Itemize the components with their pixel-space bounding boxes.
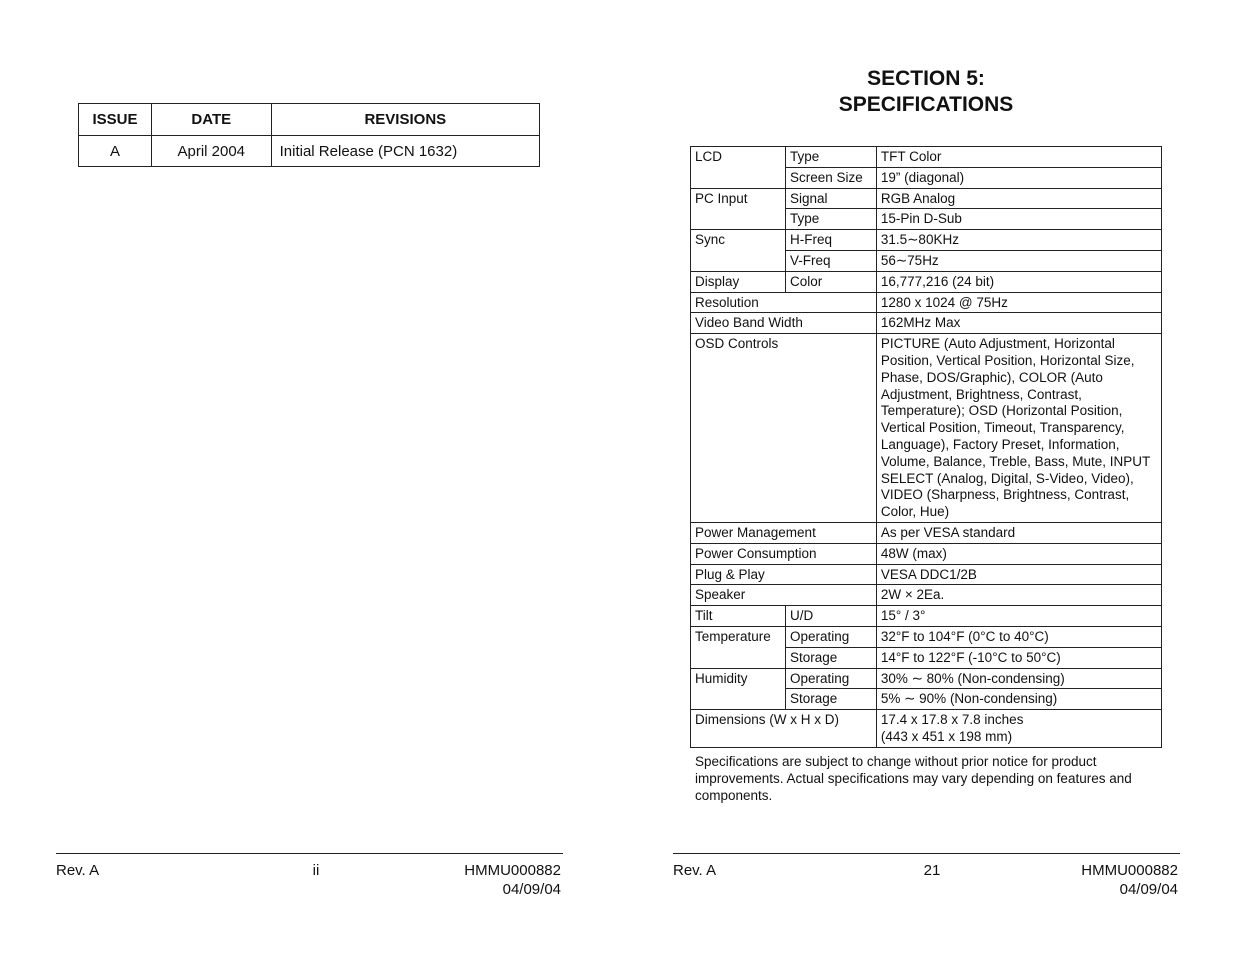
- table-row: [691, 292, 1162, 313]
- dimensions-mm: (443 x 451 x 198 mm): [880, 728, 1013, 744]
- footer-rule: [56, 853, 563, 854]
- spec-label: Speaker: [691, 585, 877, 606]
- table-row: [691, 230, 1162, 251]
- spec-sub-label: Type: [785, 147, 876, 168]
- date-cell: April 2004: [151, 136, 271, 167]
- footer-rev: Rev. A: [673, 862, 717, 879]
- footer-rev: Rev. A: [56, 862, 100, 879]
- footer-page-number: 21: [923, 862, 941, 879]
- spec-label: Video Band Width: [691, 313, 877, 334]
- footer-doc-number: HMMU000882: [1081, 862, 1178, 879]
- table-row: [691, 626, 1162, 647]
- table-row: [691, 271, 1162, 292]
- spec-value: 31.5∼80KHz: [876, 230, 1161, 251]
- spec-label: Dimensions (W x H x D): [691, 710, 877, 748]
- spec-value: 48W (max): [876, 543, 1161, 564]
- spec-sub-label: Color: [785, 271, 876, 292]
- spec-sub-label: Operating: [785, 626, 876, 647]
- revision-cell: Initial Release (PCN 1632): [271, 136, 539, 167]
- footer-date: 04/09/04: [1119, 881, 1178, 898]
- table-row: [691, 668, 1162, 689]
- header-date: DATE: [151, 104, 271, 136]
- spec-label: Tilt: [691, 606, 786, 627]
- table-row: [691, 334, 1162, 523]
- table-row: [691, 606, 1162, 627]
- dimensions-inches: 17.4 x 17.8 x 7.8 inches: [880, 712, 1024, 728]
- footer-rule: [673, 853, 1180, 854]
- spec-label: Power Consumption: [691, 543, 877, 564]
- specifications-table: [690, 146, 1162, 748]
- footer-page-number: ii: [312, 862, 320, 879]
- issue-cell: A: [79, 136, 152, 167]
- section-title: [617, 66, 1235, 118]
- spec-sub-label: Signal: [785, 188, 876, 209]
- spec-value: 16,777,216 (24 bit): [876, 271, 1161, 292]
- table-row: [691, 522, 1162, 543]
- table-row: [691, 585, 1162, 606]
- spec-value: 56∼75Hz: [876, 250, 1161, 271]
- table-row: [691, 313, 1162, 334]
- spec-sub-label: Screen Size: [785, 167, 876, 188]
- spec-value: 1280 x 1024 @ 75Hz: [876, 292, 1161, 313]
- section-title-line2: SPECIFICATIONS: [838, 93, 1014, 116]
- spec-sub-label: Storage: [785, 647, 876, 668]
- spec-value: TFT Color: [876, 147, 1161, 168]
- section-title-line1: SECTION 5:: [867, 67, 985, 90]
- spec-label: OSD Controls: [691, 334, 877, 523]
- left-page: [0, 0, 617, 954]
- spec-label: Display: [691, 271, 786, 292]
- spec-value: 14°F to 122°F (-10°C to 50°C): [876, 647, 1161, 668]
- spec-sub-label: U/D: [785, 606, 876, 627]
- spec-value: PICTURE (Auto Adjustment, Horizontal Position, Vertical Position, Horizontal Size, Phase, DOS/Graphic), COLOR (Auto Adjustment, Brightness, Contrast, Temperature); OSD (Horizontal Position, Vertical Position, Timeout, Transparency, Language), Factory Preset, Information, Volume, Balance, Treble, Bass, Mute, INPUT SELECT (Analog, Digital, S-Video, Video), VIDEO (Sharpness, Brightness, Contrast, Color, Hue): [876, 334, 1161, 523]
- spec-sub-label: V-Freq: [785, 250, 876, 271]
- spec-value: 30% ∼ 80% (Non-condensing): [876, 668, 1161, 689]
- spec-value: 32°F to 104°F (0°C to 40°C): [876, 626, 1161, 647]
- spec-value: 5% ∼ 90% (Non-condensing): [876, 689, 1161, 710]
- spec-value: [876, 710, 1161, 748]
- specifications-note: Specifications are subject to change without prior notice for product improvements. Actual specifications may vary depending on features and components.: [695, 754, 1132, 803]
- footer-date: 04/09/04: [502, 881, 561, 898]
- spec-label: Plug & Play: [691, 564, 877, 585]
- spec-value: RGB Analog: [876, 188, 1161, 209]
- spec-value: 162MHz Max: [876, 313, 1161, 334]
- revision-table-header: [79, 104, 540, 136]
- spec-value: As per VESA standard: [876, 522, 1161, 543]
- spec-label: LCD: [691, 147, 786, 189]
- spec-label: Temperature: [691, 626, 786, 668]
- header-issue: ISSUE: [79, 104, 152, 136]
- table-row: [691, 564, 1162, 585]
- spec-value: 2W × 2Ea.: [876, 585, 1161, 606]
- table-row: [691, 188, 1162, 209]
- spec-label: Humidity: [691, 668, 786, 710]
- table-row: [79, 136, 540, 167]
- footer-doc-number: HMMU000882: [464, 862, 561, 879]
- header-revisions: REVISIONS: [271, 104, 539, 136]
- right-page: [617, 0, 1235, 954]
- revision-table: [78, 103, 540, 167]
- spec-value: 19” (diagonal): [876, 167, 1161, 188]
- table-row: [691, 147, 1162, 168]
- spec-sub-label: Operating: [785, 668, 876, 689]
- table-row: [691, 710, 1162, 748]
- spec-label: PC Input: [691, 188, 786, 230]
- spec-value: 15-Pin D-Sub: [876, 209, 1161, 230]
- spec-label: Resolution: [691, 292, 877, 313]
- spec-label: Sync: [691, 230, 786, 272]
- spec-sub-label: Type: [785, 209, 876, 230]
- spec-value: 15° / 3°: [876, 606, 1161, 627]
- spec-value: VESA DDC1/2B: [876, 564, 1161, 585]
- spec-sub-label: H-Freq: [785, 230, 876, 251]
- spec-label: Power Management: [691, 522, 877, 543]
- spec-sub-label: Storage: [785, 689, 876, 710]
- table-row: [691, 543, 1162, 564]
